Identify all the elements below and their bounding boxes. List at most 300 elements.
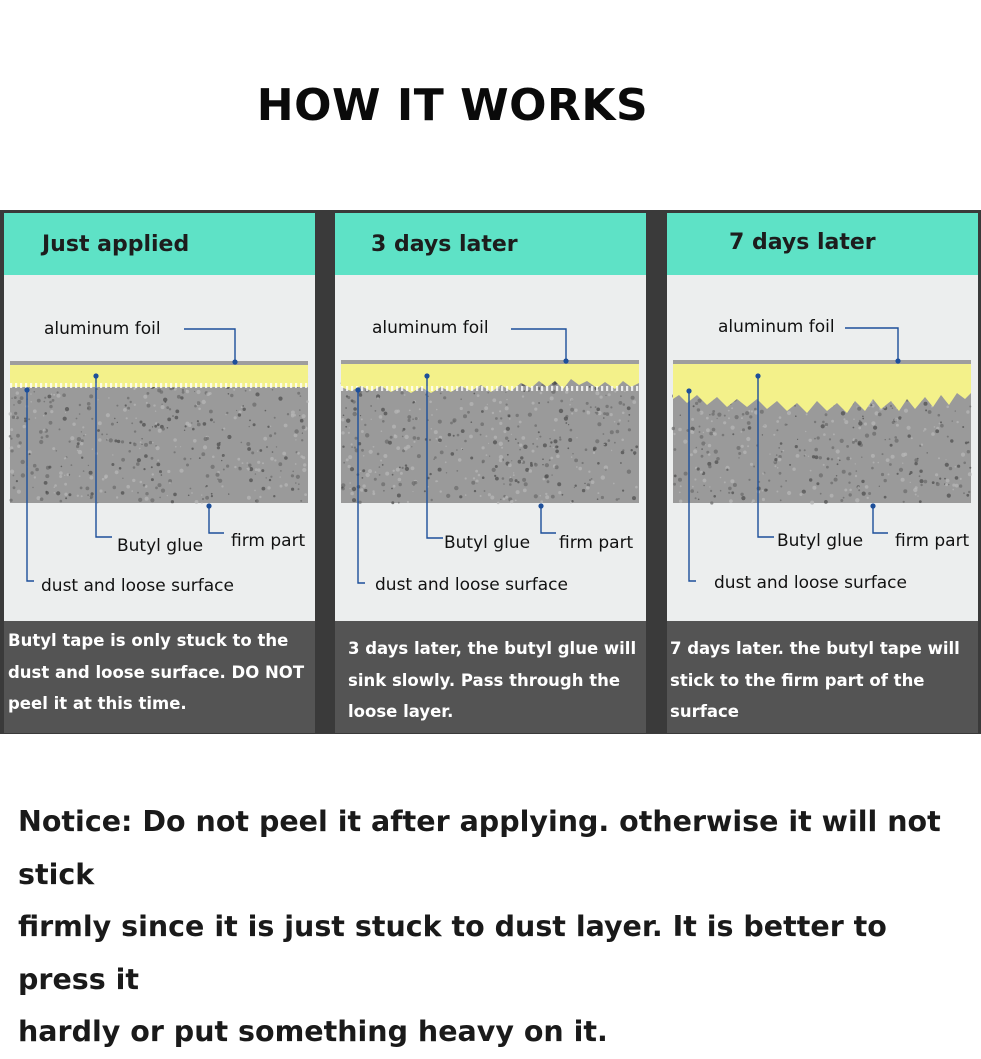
concrete-speck [603, 417, 605, 419]
dust-particle [65, 383, 67, 388]
concrete-speck [896, 408, 897, 409]
concrete-speck [363, 489, 365, 491]
concrete-speck [384, 412, 388, 416]
concrete-speck [399, 467, 401, 469]
concrete-speck [754, 408, 757, 411]
concrete-speck [12, 416, 15, 419]
concrete-speck [597, 492, 599, 494]
dust-particle [265, 383, 267, 388]
dust-particle [25, 383, 27, 388]
concrete-speck [969, 406, 971, 408]
concrete-speck [823, 433, 826, 436]
concrete-speck [225, 414, 226, 415]
concrete-speck [13, 475, 15, 477]
concrete-speck [266, 446, 268, 448]
dust-particle [596, 386, 598, 391]
concrete-speck [470, 457, 473, 460]
concrete-speck [622, 490, 624, 492]
concrete-speck [722, 434, 725, 437]
concrete-speck [570, 429, 573, 432]
concrete-speck [749, 415, 752, 418]
concrete-speck [547, 480, 550, 483]
concrete-speck [393, 485, 396, 488]
concrete-speck [620, 462, 622, 464]
concrete-speck [586, 402, 589, 405]
concrete-speck [228, 493, 229, 494]
concrete-speck [29, 453, 31, 455]
concrete-speck [134, 404, 136, 406]
concrete-speck [935, 429, 939, 433]
concrete-speck [257, 451, 258, 452]
concrete-speck [454, 486, 458, 490]
concrete-speck [778, 447, 780, 449]
concrete-speck [963, 462, 966, 465]
concrete-speck [193, 439, 197, 443]
notice-text [18, 796, 963, 1059]
concrete-speck [957, 465, 960, 468]
concrete-speck [303, 463, 306, 466]
concrete-speck [177, 395, 181, 399]
concrete-speck [810, 501, 814, 505]
concrete-speck [306, 400, 309, 403]
concrete-speck [826, 466, 829, 469]
concrete-speck [678, 478, 682, 482]
concrete-speck [64, 483, 67, 486]
concrete-speck [152, 473, 154, 475]
concrete-speck [631, 449, 633, 451]
concrete-speck [302, 426, 306, 430]
concrete-speck [814, 438, 816, 440]
concrete-speck [206, 474, 210, 478]
concrete-speck [167, 470, 170, 473]
dust-particle [601, 386, 603, 391]
concrete-speck [787, 411, 791, 415]
concrete-speck [940, 424, 944, 428]
concrete-speck [291, 488, 294, 491]
concrete-speck [45, 474, 49, 478]
concrete-speck [787, 491, 791, 495]
concrete-speck [741, 445, 744, 448]
concrete-speck [143, 395, 147, 399]
concrete-speck [834, 478, 838, 482]
concrete-speck [587, 411, 589, 413]
label-dust-loose-surface: dust and loose surface [375, 575, 568, 595]
concrete-speck [34, 391, 36, 393]
concrete-speck [21, 460, 25, 464]
concrete-speck [143, 468, 145, 470]
dust-particle [416, 386, 418, 391]
concrete-speck [959, 484, 962, 487]
concrete-speck [134, 430, 136, 432]
concrete-speck [538, 431, 540, 433]
concrete-speck [183, 458, 186, 461]
concrete-speck [507, 454, 509, 456]
concrete-speck [72, 423, 75, 426]
dust-particle [290, 383, 292, 388]
caption-line: sink slowly. Pass through the [348, 670, 621, 690]
concrete-speck [70, 436, 74, 440]
concrete-speck [92, 448, 94, 450]
concrete-speck [505, 392, 506, 393]
concrete-speck [44, 401, 46, 403]
concrete-speck [114, 418, 115, 419]
concrete-speck [713, 432, 715, 434]
concrete-speck [43, 415, 45, 417]
concrete-speck [853, 427, 855, 429]
concrete-speck [341, 418, 344, 421]
concrete-speck [593, 452, 595, 454]
dust-particle [361, 386, 363, 391]
concrete-speck [965, 442, 968, 445]
concrete-speck [760, 410, 764, 414]
concrete-speck [247, 468, 250, 471]
concrete-speck [437, 481, 438, 482]
concrete-speck [459, 495, 462, 498]
concrete-speck [738, 457, 739, 458]
concrete-speck [30, 471, 33, 474]
dust-particle [75, 383, 77, 388]
concrete-speck [14, 396, 17, 399]
concrete-speck [203, 422, 207, 426]
stage-panel-just-applied [4, 213, 315, 733]
concrete-speck [362, 469, 365, 472]
concrete-speck [844, 489, 847, 492]
concrete-speck [295, 439, 296, 440]
aluminum-foil-layer [673, 360, 971, 364]
concrete-speck [390, 436, 393, 439]
concrete-speck [64, 475, 65, 476]
concrete-speck [349, 488, 351, 490]
dust-particle [366, 386, 368, 391]
concrete-speck [404, 435, 408, 439]
concrete-speck [969, 467, 971, 469]
concrete-speck [819, 473, 823, 477]
concrete-speck [52, 399, 55, 402]
concrete-speck [691, 430, 693, 432]
concrete-speck [492, 468, 496, 472]
concrete-speck [559, 409, 563, 413]
concrete-speck [48, 466, 51, 469]
concrete-speck [547, 401, 549, 403]
concrete-speck [901, 478, 905, 482]
concrete-speck [511, 434, 512, 435]
concrete-speck [62, 393, 66, 397]
concrete-speck [952, 420, 953, 421]
concrete-speck [230, 394, 233, 397]
concrete-speck [728, 492, 730, 494]
concrete-speck [249, 389, 251, 391]
caption-line: peel it at this time. [8, 694, 187, 713]
concrete-speck [762, 490, 764, 492]
notice-line: Notice: Do not peel it after applying. otherwise it will not stick [18, 805, 941, 891]
concrete-speck [510, 477, 512, 479]
concrete-speck [816, 482, 819, 485]
dust-particle [195, 383, 197, 388]
concrete-speck [564, 417, 568, 421]
concrete-speck [578, 467, 582, 471]
concrete-speck [270, 476, 272, 478]
concrete-speck [276, 446, 277, 447]
concrete-speck [545, 495, 549, 499]
dust-particle [20, 383, 22, 388]
concrete-speck [683, 440, 687, 444]
concrete-speck [858, 489, 860, 491]
concrete-speck [806, 413, 808, 415]
concrete-speck [518, 460, 522, 464]
concrete-speck [534, 494, 538, 498]
concrete-speck [175, 410, 179, 414]
concrete-speck [238, 413, 241, 416]
dust-particle [200, 383, 202, 388]
concrete-speck [955, 484, 959, 488]
concrete-speck [881, 473, 884, 476]
concrete-speck [17, 445, 20, 448]
concrete-speck [262, 487, 266, 491]
concrete-speck [169, 408, 171, 410]
concrete-speck [57, 394, 61, 398]
concrete-speck [490, 496, 494, 500]
concrete-speck [32, 487, 33, 488]
dust-particle [456, 386, 458, 391]
concrete-speck [539, 495, 541, 497]
concrete-speck [567, 447, 569, 449]
concrete-speck [914, 462, 917, 465]
concrete-speck [89, 394, 93, 398]
concrete-speck [769, 453, 770, 454]
concrete-speck [890, 405, 892, 407]
page-title: HOW IT WORKS [256, 80, 649, 131]
concrete-speck [269, 434, 272, 437]
concrete-speck [903, 501, 905, 503]
concrete-speck [370, 405, 371, 406]
concrete-speck [935, 473, 938, 476]
concrete-speck [197, 401, 201, 405]
dust-particle [401, 386, 403, 391]
concrete-speck [924, 428, 927, 431]
concrete-speck [831, 420, 834, 423]
concrete-speck [920, 479, 924, 483]
concrete-speck [839, 460, 841, 462]
dust-particle [626, 386, 628, 391]
dust-particle [250, 383, 252, 388]
concrete-speck [717, 413, 721, 417]
concrete-speck [39, 440, 43, 444]
concrete-speck [601, 475, 605, 479]
concrete-speck [619, 401, 623, 405]
concrete-speck [733, 483, 737, 487]
concrete-speck [341, 431, 344, 434]
concrete-speck [489, 456, 490, 457]
concrete-speck [297, 392, 300, 395]
concrete-speck [279, 476, 280, 477]
concrete-speck [528, 390, 529, 391]
dust-particle [100, 383, 102, 388]
concrete-speck [773, 434, 775, 436]
concrete-speck [448, 433, 451, 436]
concrete-speck [210, 418, 213, 421]
concrete-speck [361, 449, 364, 452]
concrete-speck [348, 465, 351, 468]
concrete-speck [596, 412, 599, 415]
concrete-speck [482, 461, 484, 463]
concrete-speck [600, 396, 603, 399]
dust-particle [165, 383, 167, 388]
concrete-speck [856, 406, 857, 407]
concrete-speck [519, 444, 522, 447]
concrete-speck [831, 458, 833, 460]
dust-particle [561, 386, 563, 391]
concrete-speck [606, 412, 610, 416]
concrete-speck [703, 479, 707, 483]
dust-particle [421, 386, 423, 391]
concrete-speck [121, 491, 125, 495]
concrete-speck [763, 424, 767, 428]
concrete-speck [940, 421, 942, 423]
concrete-speck [553, 429, 555, 431]
concrete-speck [173, 388, 175, 390]
concrete-speck [487, 392, 489, 394]
concrete-speck [82, 426, 84, 428]
concrete-speck [605, 395, 606, 396]
concrete-speck [879, 486, 880, 487]
concrete-speck [184, 430, 185, 431]
dust-particle [225, 383, 227, 388]
concrete-speck [915, 494, 917, 496]
concrete-speck [228, 393, 230, 395]
concrete-speck [246, 442, 250, 446]
concrete-speck [616, 430, 620, 434]
concrete-speck [414, 481, 417, 484]
concrete-speck [345, 407, 347, 409]
concrete-speck [65, 497, 67, 499]
dust-particle [471, 386, 473, 391]
dust-particle [50, 383, 52, 388]
concrete-speck [500, 499, 501, 500]
concrete-speck [604, 465, 608, 469]
concrete-speck [412, 418, 414, 420]
dust-particle [210, 383, 212, 388]
concrete-speck [608, 393, 611, 396]
concrete-speck [471, 421, 473, 423]
dust-particle [391, 386, 393, 391]
concrete-speck [789, 464, 791, 466]
concrete-speck [161, 405, 165, 409]
concrete-speck [152, 442, 154, 444]
stage-header [335, 213, 646, 275]
concrete-speck [152, 426, 153, 427]
concrete-speck [40, 497, 44, 501]
concrete-speck [613, 483, 615, 485]
concrete-speck [558, 491, 561, 494]
concrete-speck [927, 452, 928, 453]
concrete-speck [709, 414, 711, 416]
concrete-speck [709, 432, 713, 436]
concrete-speck [251, 451, 254, 454]
concrete-speck [780, 442, 783, 445]
concrete-speck [827, 457, 830, 460]
dust-particle [516, 386, 518, 391]
concrete-speck [141, 444, 142, 445]
concrete-speck [549, 459, 551, 461]
concrete-speck [101, 433, 103, 435]
concrete-speck [850, 458, 852, 460]
concrete-speck [635, 445, 638, 448]
concrete-speck [596, 408, 600, 412]
concrete-speck [574, 409, 577, 412]
concrete-speck [381, 482, 385, 486]
concrete-speck [780, 499, 782, 501]
concrete-speck [45, 491, 47, 493]
concrete-speck [429, 473, 431, 475]
concrete-speck [194, 391, 195, 392]
label-aluminum-foil: aluminum foil [44, 319, 161, 339]
concrete-speck [161, 489, 165, 493]
concrete-speck [87, 402, 91, 406]
concrete-speck [213, 421, 215, 423]
concrete-speck [412, 491, 413, 492]
concrete-speck [371, 419, 372, 420]
concrete-speck [381, 430, 383, 432]
concrete-speck [464, 440, 467, 443]
concrete-speck [621, 439, 624, 442]
concrete-speck [780, 486, 782, 488]
concrete-speck [508, 463, 512, 467]
dust-particle [346, 386, 348, 391]
concrete-speck [221, 485, 223, 487]
concrete-speck [952, 489, 954, 491]
concrete-speck [227, 435, 231, 439]
concrete-speck [601, 496, 604, 499]
concrete-speck [172, 415, 174, 417]
concrete-speck [158, 429, 162, 433]
concrete-speck [405, 464, 407, 466]
concrete-speck [478, 474, 481, 477]
concrete-speck [278, 462, 282, 466]
concrete-speck [740, 493, 743, 496]
concrete-speck [438, 438, 442, 442]
concrete-speck [699, 426, 701, 428]
concrete-speck [814, 421, 816, 423]
concrete-speck [565, 422, 567, 424]
concrete-speck [505, 406, 509, 410]
concrete-speck [255, 468, 258, 471]
concrete-speck [121, 440, 124, 443]
concrete-speck [87, 494, 89, 496]
concrete-speck [867, 497, 869, 499]
caption-line: dust and loose surface. DO NOT [8, 662, 305, 682]
concrete-speck [782, 450, 784, 452]
concrete-speck [894, 418, 898, 422]
concrete-speck [878, 413, 882, 417]
concrete-speck [632, 496, 636, 500]
concrete-speck [737, 446, 741, 450]
concrete-speck [762, 472, 764, 474]
concrete-speck [545, 463, 549, 467]
concrete-speck [745, 411, 749, 415]
concrete-speck [619, 419, 621, 421]
concrete-speck [145, 492, 148, 495]
label-aluminum-foil: aluminum foil [718, 317, 835, 337]
dust-particle [576, 386, 578, 391]
concrete-speck [262, 462, 264, 464]
concrete-speck [90, 495, 94, 499]
concrete-speck [383, 454, 387, 458]
concrete-speck [429, 439, 431, 441]
concrete-speck [280, 485, 283, 488]
dust-particle [300, 383, 302, 388]
concrete-speck [871, 454, 875, 458]
concrete-speck [347, 396, 350, 399]
